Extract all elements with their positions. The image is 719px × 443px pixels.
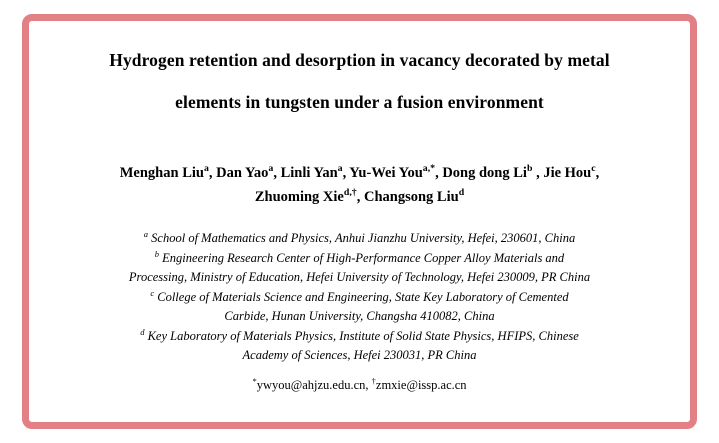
affiliation-item bbox=[69, 249, 650, 269]
affiliation-item bbox=[69, 288, 650, 308]
author-name: Dan Yao bbox=[216, 165, 269, 181]
affiliation-item bbox=[69, 268, 650, 288]
affiliation-text: Carbide, Hunan University, Changsha 410082, China bbox=[224, 309, 495, 323]
author-affiliation-marker: d bbox=[458, 187, 465, 199]
affiliation-item bbox=[69, 346, 650, 366]
email-address[interactable]: zmxie@issp.ac.cn bbox=[375, 377, 467, 392]
author-name: Changsong Liu bbox=[363, 189, 459, 205]
affiliation-marker: c bbox=[150, 287, 155, 298]
title-line-1: Hydrogen retention and desorption in vacancy decorated by metal bbox=[109, 50, 610, 70]
author-affiliation-marker: b bbox=[526, 163, 533, 175]
correspondence-emails bbox=[69, 377, 650, 393]
author-affiliation-marker: a,* bbox=[422, 163, 436, 175]
affiliation-item bbox=[69, 327, 650, 347]
author-name: Menghan Liu bbox=[119, 165, 204, 181]
page-border-frame bbox=[22, 14, 697, 429]
co-corresponding-author-marker: † bbox=[371, 375, 376, 386]
affiliation-text: Processing, Ministry of Education, Hefei University of Technology, Hefei 230009, PR China bbox=[128, 270, 591, 284]
author-affiliation-marker: d,† bbox=[343, 187, 357, 199]
affiliation-text: College of Materials Science and Engineering, State Key Laboratory of Cemented bbox=[157, 289, 569, 304]
page-title bbox=[69, 39, 650, 123]
author-affiliation-marker: a bbox=[337, 163, 343, 175]
author-name: Zhuoming Xie bbox=[254, 189, 344, 205]
author-name: Yu-Wei You bbox=[349, 165, 423, 181]
author-affiliation-marker: a bbox=[203, 163, 209, 175]
author-list bbox=[69, 161, 650, 209]
affiliation-marker: d bbox=[140, 326, 145, 337]
affiliation-list bbox=[69, 229, 650, 366]
affiliation-marker: a bbox=[143, 228, 149, 239]
affiliation-item bbox=[69, 229, 650, 249]
affiliation-text: Academy of Sciences, Hefei 230031, PR China bbox=[242, 348, 477, 362]
title-line-2: elements in tungsten under a fusion environment bbox=[175, 92, 544, 112]
author-name: Dong dong Li bbox=[442, 165, 527, 181]
affiliation-text: Key Laboratory of Materials Physics, Institute of Solid State Physics, HFIPS, Chinese bbox=[147, 328, 579, 343]
corresponding-author-marker: * bbox=[252, 375, 257, 386]
author-line-1: Menghan Liu$^a$, Dan Yao$^a$, Linli Yan$^a$, Yu-Wei You$^{a,*}$, Dong dong Li$^b$ , Jie Hou$^c$, bbox=[119, 163, 600, 181]
affiliation-marker: b bbox=[154, 248, 160, 259]
author-affiliation-marker: a bbox=[268, 163, 274, 175]
author-name: Jie Hou bbox=[543, 165, 592, 181]
email-address[interactable]: ywyou@ahjzu.edu.cn, bbox=[256, 377, 369, 392]
affiliation-text: Engineering Research Center of High-Performance Copper Alloy Materials and bbox=[162, 250, 565, 265]
author-affiliation-marker: c bbox=[591, 163, 596, 175]
affiliation-item bbox=[69, 307, 650, 327]
affiliation-text: School of Mathematics and Physics, Anhui Jianzhu University, Hefei, 230601, China bbox=[151, 231, 576, 245]
paper-header-block bbox=[69, 39, 650, 393]
author-line-2: Zhuoming Xie$^{d,\dagger}$, Changsong Liu$^d$ bbox=[254, 187, 465, 205]
author-name: Linli Yan bbox=[280, 165, 338, 181]
